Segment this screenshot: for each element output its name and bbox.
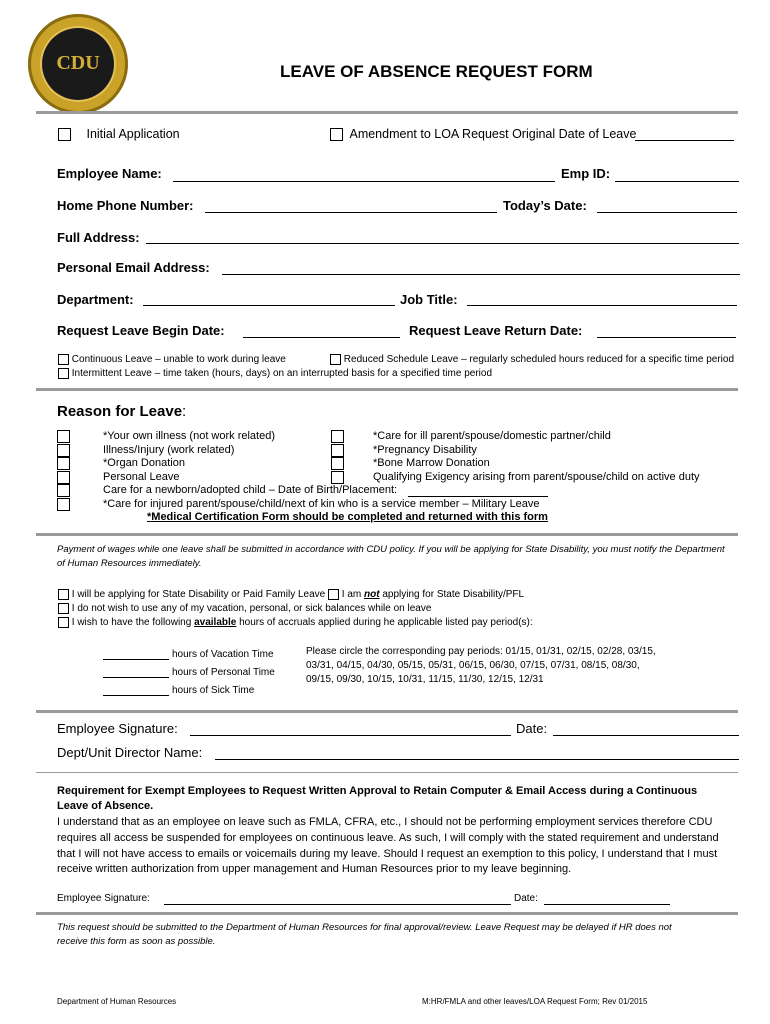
no-balances-option[interactable] bbox=[58, 603, 431, 614]
department-label: Department: bbox=[57, 292, 134, 307]
amendment-checkbox[interactable] bbox=[330, 128, 343, 141]
exempt-signature-label: Employee Signature: bbox=[57, 893, 150, 904]
sick-hours-line[interactable] bbox=[103, 695, 169, 696]
disability-applying-checkbox[interactable] bbox=[58, 589, 69, 600]
reason-heading-colon: : bbox=[182, 403, 187, 420]
intermittent-leave-checkbox[interactable] bbox=[58, 368, 69, 379]
section-divider bbox=[36, 388, 738, 391]
todays-date-label: Today’s Date: bbox=[503, 198, 587, 213]
personal-leave-checkbox[interactable] bbox=[57, 471, 70, 484]
original-leave-date-line[interactable] bbox=[635, 140, 734, 141]
military-care-checkbox[interactable] bbox=[57, 498, 70, 511]
logo-text: CDU bbox=[56, 52, 100, 74]
initial-application-option[interactable] bbox=[58, 127, 180, 141]
exempt-body-line-3: that I will not have access to emails or voicemails during my leave. Should I request an exemption to this policy, I understand that I must bbox=[57, 848, 718, 860]
birth-placement-date-line[interactable] bbox=[408, 496, 548, 497]
exempt-heading-line-1: Requirement for Exempt Employees to Request Written Approval to Retain Computer & Email Access during a Continuous bbox=[57, 785, 698, 797]
reason-newborn: Care for a newborn/adopted child – Date of Birth/Placement: bbox=[103, 484, 398, 496]
reason-pregnancy: *Pregnancy Disability bbox=[373, 444, 477, 456]
submit-note-line-2: receive this form as soon as possible. bbox=[57, 936, 216, 947]
disability-not-pre: I am bbox=[341, 589, 365, 601]
reduced-schedule-label: Reduced Schedule Leave – regularly scheduled hours reduced for a specific time period bbox=[343, 354, 735, 366]
disability-not-applying-checkbox[interactable] bbox=[328, 589, 339, 600]
payment-note: Payment of wages while one leave shall be submitted in accordance with CDU policy. If you will be applying for State Disability, you must notify the Department of Human Resources immediately. bbox=[57, 544, 725, 569]
submit-note-line-1: This request should be submitted to the Department of Human Resources for final approval/review. Leave Request may be delayed if HR does not bbox=[57, 922, 672, 933]
continuous-leave-checkbox[interactable] bbox=[58, 354, 69, 365]
reduced-schedule-checkbox[interactable] bbox=[330, 354, 341, 365]
job-title-label: Job Title: bbox=[400, 292, 458, 307]
job-title-line[interactable] bbox=[467, 305, 737, 306]
pregnancy-checkbox[interactable] bbox=[331, 444, 344, 457]
pay-divider bbox=[36, 710, 738, 713]
signature-date-label: Date: bbox=[516, 721, 548, 736]
vacation-hours-line[interactable] bbox=[103, 659, 169, 660]
sick-hours-label: hours of Sick Time bbox=[172, 685, 255, 696]
begin-date-label: Request Leave Begin Date: bbox=[57, 323, 225, 338]
accruals-available-word: available bbox=[194, 617, 237, 629]
personal-email-line[interactable] bbox=[222, 274, 740, 275]
department-line[interactable] bbox=[143, 305, 395, 306]
accruals-option[interactable] bbox=[58, 617, 533, 628]
emp-id-label: Emp ID: bbox=[561, 166, 611, 181]
disability-applying-option[interactable] bbox=[58, 589, 524, 600]
signature-date-line[interactable] bbox=[553, 735, 739, 736]
director-name-line[interactable] bbox=[215, 759, 739, 760]
personal-email-label: Personal Email Address: bbox=[57, 260, 210, 275]
no-balances-label: I do not wish to use any of my vacation, personal, or sick balances while on leave bbox=[71, 603, 432, 615]
exempt-body-line-2: requires all access be suspended for employees on continuous leave. As such, I will comply with the stated requirement and understand bbox=[57, 832, 719, 844]
intermittent-leave-label: Intermittent Leave – time taken (hours, days) on an interrupted basis for a specified time period bbox=[71, 368, 493, 380]
full-address-label: Full Address: bbox=[57, 230, 140, 245]
pay-periods-line-2: 03/31, 04/15, 04/30, 05/15, 05/31, 06/15, 06/30, 07/15, 07/31, 08/15, 08/30, bbox=[306, 660, 640, 671]
footer-form-path: M:HR/FMLA and other leaves/LOA Request Form; Rev 01/2015 bbox=[422, 997, 648, 1006]
reason-care-family: *Care for ill parent/spouse/domestic partner/child bbox=[373, 430, 611, 442]
initial-application-label: Initial Application bbox=[86, 127, 180, 141]
exigency-checkbox[interactable] bbox=[331, 471, 344, 484]
exempt-divider bbox=[36, 912, 738, 915]
header-divider bbox=[36, 111, 738, 114]
reason-organ-donation: *Organ Donation bbox=[103, 457, 185, 469]
exempt-signature-line[interactable] bbox=[164, 904, 511, 905]
personal-hours-line[interactable] bbox=[103, 677, 169, 678]
continuous-leave-option[interactable] bbox=[58, 354, 286, 365]
todays-date-line[interactable] bbox=[597, 212, 737, 213]
reason-heading bbox=[57, 403, 186, 420]
begin-date-line[interactable] bbox=[243, 337, 400, 338]
no-balances-checkbox[interactable] bbox=[58, 603, 69, 614]
accruals-post: hours of accruals applied during he applicable listed pay period(s): bbox=[236, 617, 533, 629]
exempt-date-line[interactable] bbox=[544, 904, 670, 905]
return-date-label: Request Leave Return Date: bbox=[409, 323, 583, 338]
work-injury-checkbox[interactable] bbox=[57, 444, 70, 457]
accruals-checkbox[interactable] bbox=[58, 617, 69, 628]
form-title: LEAVE OF ABSENCE REQUEST FORM bbox=[280, 62, 593, 81]
vacation-hours-label: hours of Vacation Time bbox=[172, 649, 274, 660]
amendment-option[interactable] bbox=[330, 127, 636, 141]
return-date-line[interactable] bbox=[597, 337, 736, 338]
reason-work-injury: Illness/Injury (work related) bbox=[103, 444, 235, 456]
continuous-leave-label: Continuous Leave – unable to work during leave bbox=[71, 354, 286, 366]
exempt-body-line-4: receive written authorization from upper management and Human Resources prior to my leave beginning. bbox=[57, 863, 572, 875]
home-phone-label: Home Phone Number: bbox=[57, 198, 194, 213]
disability-applying-label: I will be applying for State Disability or Paid Family Leave bbox=[71, 589, 326, 601]
intermittent-leave-option[interactable] bbox=[58, 368, 492, 379]
signature-divider bbox=[36, 772, 738, 773]
employee-name-line[interactable] bbox=[173, 181, 555, 182]
accruals-pre: I wish to have the following bbox=[71, 617, 195, 629]
care-family-checkbox[interactable] bbox=[331, 430, 344, 443]
reason-personal-leave: Personal Leave bbox=[103, 471, 180, 483]
reduced-schedule-option[interactable] bbox=[330, 354, 734, 365]
reason-exigency: Qualifying Exigency arising from parent/spouse/child on active duty bbox=[373, 471, 700, 483]
exempt-heading-line-2: Leave of Absence. bbox=[57, 800, 154, 812]
own-illness-checkbox[interactable] bbox=[57, 430, 70, 443]
newborn-care-checkbox[interactable] bbox=[57, 484, 70, 497]
initial-application-checkbox[interactable] bbox=[58, 128, 71, 141]
exempt-date-label: Date: bbox=[514, 893, 538, 904]
reason-divider bbox=[36, 533, 738, 536]
director-name-label: Dept/Unit Director Name: bbox=[57, 745, 203, 760]
employee-signature-line[interactable] bbox=[190, 735, 511, 736]
home-phone-line[interactable] bbox=[205, 212, 497, 213]
medical-certification-note: *Medical Certification Form should be completed and returned with this form bbox=[147, 511, 548, 523]
bone-marrow-checkbox[interactable] bbox=[331, 457, 344, 470]
disability-not-word: not bbox=[364, 589, 380, 601]
personal-hours-label: hours of Personal Time bbox=[172, 667, 275, 678]
employee-name-label: Employee Name: bbox=[57, 166, 162, 181]
pay-periods-line-1: Please circle the corresponding pay periods: 01/15, 01/31, 02/15, 02/28, 03/15, bbox=[306, 646, 656, 657]
reason-own-illness: *Your own illness (not work related) bbox=[103, 430, 276, 442]
footer-department: Department of Human Resources bbox=[57, 997, 177, 1006]
reason-heading-text: Reason for Leave bbox=[57, 403, 183, 420]
full-address-line[interactable] bbox=[146, 243, 739, 244]
amendment-label: Amendment to LOA Request Original Date of Leave bbox=[349, 127, 637, 141]
cdu-seal-logo bbox=[28, 14, 128, 114]
reason-bone-marrow: *Bone Marrow Donation bbox=[373, 457, 490, 469]
disability-not-post: applying for State Disability/PFL bbox=[379, 589, 525, 601]
exempt-body-line-1: I understand that as an employee on leave such as FMLA, CFRA, etc., I should not be performing employment services therefore CDU bbox=[57, 816, 713, 828]
pay-periods-line-3: 09/15, 09/30, 10/15, 10/31, 11/15, 11/30, 12/15, 12/31 bbox=[306, 674, 544, 685]
emp-id-line[interactable] bbox=[615, 181, 739, 182]
employee-signature-label: Employee Signature: bbox=[57, 721, 178, 736]
organ-donation-checkbox[interactable] bbox=[57, 457, 70, 470]
reason-military: *Care for injured parent/spouse/child/next of kin who is a service member – Military Leave bbox=[103, 498, 540, 510]
seal-inner bbox=[42, 28, 114, 100]
